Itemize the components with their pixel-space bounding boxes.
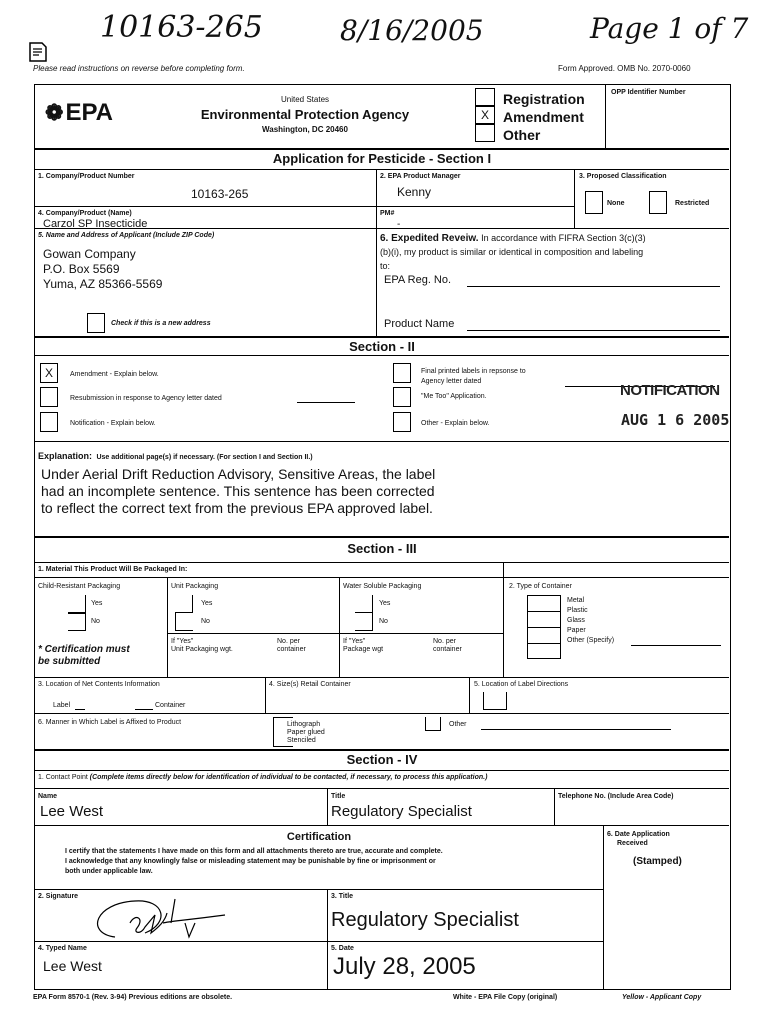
net-contents-container-option: Container <box>155 702 186 709</box>
other-explain-checkbox[interactable] <box>393 412 411 432</box>
applicant-line-1[interactable]: Gowan Company <box>43 247 136 261</box>
unit-if-yes-label: If "Yes" <box>171 638 194 645</box>
container-metal: Metal <box>567 597 585 604</box>
other-explain-label: Other - Explain below. <box>421 420 490 427</box>
expedited-review-label: 6. Expedited Reveiw. <box>380 233 479 244</box>
company-product-number[interactable]: 10163-265 <box>191 187 249 201</box>
contact-point-label: 1. Contact Point <box>38 774 88 781</box>
epa-reg-no-field[interactable] <box>467 286 720 287</box>
explanation-line-3[interactable]: to reflect the correct text from the previous EPA approved label. <box>41 500 433 516</box>
child-resistant-no-box[interactable] <box>68 613 86 631</box>
amendment-explain-label: Amendment - Explain below. <box>70 371 159 378</box>
contact-point-note: (Complete items directly below for identification of individual to be contacted, if necessary, to process this application.) <box>89 774 488 781</box>
expedited-review-text-3: to: <box>380 261 391 271</box>
contact-name[interactable]: Lee West <box>40 803 104 820</box>
date-received-label-1: 6. Date Application <box>607 831 670 838</box>
registration-label: Registration <box>503 91 585 107</box>
pm-number[interactable]: - <box>397 219 401 230</box>
label-affixed-label: 6. Manner in Which Label is Affixed to Product <box>38 719 182 726</box>
classification-label: 3. Proposed Classification <box>579 173 667 180</box>
product-name-field[interactable] <box>467 330 720 331</box>
stamped-label: (Stamped) <box>633 856 682 867</box>
new-address-label: Check if this is a new address <box>111 320 211 327</box>
section-2-title: Section - II <box>349 339 415 354</box>
certification-note-2: be submitted <box>38 656 101 667</box>
child-resistant-no: No <box>91 618 100 625</box>
me-too-checkbox[interactable] <box>393 387 411 407</box>
section-3-title: Section - III <box>347 541 417 556</box>
contact-name-label: Name <box>38 793 58 800</box>
note-icon <box>29 42 47 62</box>
product-manager[interactable]: Kenny <box>397 185 432 199</box>
explanation-line-2[interactable]: had an incomplete sentence. This sentence has been corrected <box>41 483 435 499</box>
final-printed-label-2: Agency letter dated <box>421 378 482 385</box>
retail-container-size-label: 4. Size(s) Retail Container <box>269 681 351 688</box>
handwritten-signature <box>75 893 295 945</box>
child-resistant-yes-box[interactable] <box>68 595 86 613</box>
signature-label: 2. Signature <box>38 893 79 900</box>
applicant-line-2[interactable]: P.O. Box 5569 <box>43 262 120 276</box>
amendment-label: Amendment <box>503 109 584 125</box>
section-1-title: Application for Pesticide - Section I <box>272 151 492 166</box>
net-contents-label-option: Label <box>53 702 71 709</box>
water-soluble-label: Water Soluble Packaging <box>343 583 422 590</box>
container-other-field[interactable] <box>631 645 721 646</box>
explanation-line-1[interactable]: Under Aerial Drift Reduction Advisory, Sensitive Areas, the label <box>41 466 436 482</box>
resubmission-label: Resubmission in response to Agency letter dated <box>70 395 222 402</box>
white-copy-label: White - EPA File Copy (original) <box>453 994 558 1001</box>
unit-packaging-no-box[interactable] <box>175 613 193 631</box>
opp-identifier-field[interactable] <box>615 107 720 137</box>
date-received-label-2: Received <box>617 840 648 847</box>
child-resistant-label: Child-Resistant Packaging <box>38 583 121 590</box>
certification-text-2: I acknowledge that any knowlingly false or misleading statement may be punishable by fine or imprisonment or <box>65 858 436 865</box>
notification-checkbox[interactable] <box>40 412 58 432</box>
container-glass: Glass <box>567 617 585 624</box>
classification-none-checkbox[interactable] <box>585 191 603 214</box>
unit-no-per-label: No. per <box>277 638 300 645</box>
unit-container-label: container <box>277 646 306 653</box>
pm-number-label: PM# <box>380 210 395 217</box>
other-checkbox[interactable] <box>475 124 495 142</box>
material-label: 1. Material This Product Will Be Packaged In: <box>38 566 188 573</box>
opp-identifier-label: OPP Identifier Number <box>611 89 686 96</box>
lithograph-option: Lithograph <box>287 721 321 728</box>
container-other: Other (Specify) <box>567 637 615 644</box>
applicant-line-3[interactable]: Yuma, AZ 85366-5569 <box>43 277 163 291</box>
handwritten-doc-number: 10163-265 <box>100 10 263 45</box>
classification-restricted-label: Restricted <box>675 200 710 207</box>
container-paper: Paper <box>567 627 586 634</box>
container-plastic: Plastic <box>567 607 588 614</box>
stenciled-option: Stenciled <box>287 737 316 744</box>
pesticide-application-form <box>34 84 731 990</box>
resubmission-date-field[interactable] <box>297 402 355 403</box>
amendment-checkbox[interactable]: X <box>475 106 495 124</box>
registration-checkbox[interactable] <box>475 88 495 106</box>
me-too-label: "Me Too" Application. <box>421 393 487 400</box>
instructions-note: Please read instructions on reverse before completing form. <box>33 64 245 73</box>
handwritten-date: 8/16/2005 <box>340 14 484 47</box>
company-product-number-label: 1. Company/Product Number <box>38 173 135 180</box>
package-wgt-label: Package wgt <box>343 646 384 653</box>
yellow-copy-label: Yellow - Applicant Copy <box>622 994 702 1001</box>
section-4-title: Section - IV <box>346 752 418 767</box>
classification-none-label: None <box>607 200 625 207</box>
company-product-name[interactable]: Carzol SP Insecticide <box>43 218 148 230</box>
water-no-per-label: No. per <box>433 638 456 645</box>
epa-flower-icon: ❁ <box>45 100 64 125</box>
certification-title: Certification <box>286 831 352 843</box>
contact-title[interactable]: Regulatory Specialist <box>331 803 472 820</box>
unit-packaging-yes: Yes <box>201 600 213 607</box>
child-resistant-yes: Yes <box>91 600 103 607</box>
explanation-note: Use additional page(s) if necessary. (For section I and Section II.) <box>96 454 313 461</box>
epa-logo: ❁ EPA <box>45 99 114 126</box>
new-address-checkbox[interactable] <box>87 313 105 333</box>
agency-name: Environmental Protection Agency <box>200 107 410 122</box>
final-printed-label-1: Final printed labels in repsonse to <box>421 368 526 375</box>
united-states-label: United States <box>280 95 330 104</box>
explanation-label: Explanation: <box>38 451 93 461</box>
affixed-other-label: Other <box>449 721 467 728</box>
affixed-other-field[interactable] <box>481 729 671 730</box>
company-product-name-label: 4. Company/Product (Name) <box>38 210 132 217</box>
handwritten-page: Page 1 of 7 <box>590 12 749 45</box>
agency-address: Washington, DC 20460 <box>262 125 348 134</box>
title-3-value[interactable]: Regulatory Specialist <box>331 909 519 931</box>
applicant-label: 5. Name and Address of Applicant (Include ZIP Code) <box>38 232 215 239</box>
water-soluble-yes-box[interactable] <box>355 595 373 613</box>
date-5-value[interactable]: July 28, 2005 <box>333 953 476 980</box>
amendment-explain-checkbox[interactable]: X <box>40 363 58 383</box>
water-soluble-no-box[interactable] <box>355 613 373 631</box>
water-container-label: container <box>433 646 462 653</box>
epa-reg-no-label: EPA Reg. No. <box>384 274 452 286</box>
certification-note-1: * Certification must <box>38 644 130 655</box>
water-soluble-yes: Yes <box>379 600 391 607</box>
net-contents-label: 3. Location of Net Contents Information <box>38 681 160 688</box>
product-manager-label: 2. EPA Product Manager <box>380 173 461 180</box>
notification-stamp-title: NOTIFICATION <box>620 382 720 399</box>
final-printed-checkbox[interactable] <box>393 363 411 383</box>
certification-text-1: I certify that the statements I have made on this form and all attachments thereto are true, accurate and complete. <box>65 848 443 855</box>
notification-stamp-date: AUG 1 6 2005 <box>621 411 730 429</box>
unit-packaging-yes-box[interactable] <box>175 595 193 613</box>
unit-packaging-label: Unit Packaging <box>171 583 219 590</box>
form-id: EPA Form 8570-1 (Rev. 3-94) Previous editions are obsolete. <box>33 994 233 1001</box>
signature-field[interactable] <box>75 893 295 945</box>
label-directions-label: 5. Location of Label Directions <box>474 681 569 688</box>
other-label: Other <box>503 127 541 143</box>
paper-glued-option: Paper glued <box>287 729 325 736</box>
typed-name-label: 4. Typed Name <box>38 945 87 952</box>
resubmission-checkbox[interactable] <box>40 387 58 407</box>
unit-packaging-wgt-label: Unit Packaging wgt. <box>171 646 233 653</box>
label-directions-box[interactable] <box>483 692 507 710</box>
contact-title-label: Title <box>331 793 346 800</box>
classification-restricted-checkbox[interactable] <box>649 191 667 214</box>
date-5-label: 5. Date <box>331 945 354 952</box>
telephone-label: Telephone No. (Include Area Code) <box>558 793 674 800</box>
water-soluble-no: No <box>379 618 388 625</box>
title-3-label: 3. Title <box>331 893 354 900</box>
water-if-yes-label: If "Yes" <box>343 638 366 645</box>
typed-name[interactable]: Lee West <box>43 958 102 974</box>
expedited-review-text-1: In accordance with FIFRA Section 3(c)(3) <box>481 233 646 243</box>
type-of-container-label: 2. Type of Container <box>509 583 572 590</box>
omb-approval: Form Approved. OMB No. 2070-0060 <box>558 64 691 73</box>
affixed-other-checkbox[interactable] <box>425 717 441 731</box>
expedited-review-text-2: (b)(i), my product is similar or identical in composition and labeling <box>380 247 644 257</box>
unit-packaging-no: No <box>201 618 210 625</box>
certification-text-3: both under applicable law. <box>65 868 153 875</box>
notification-label: Notification - Explain below. <box>70 420 156 427</box>
product-name-label: Product Name <box>384 318 455 330</box>
